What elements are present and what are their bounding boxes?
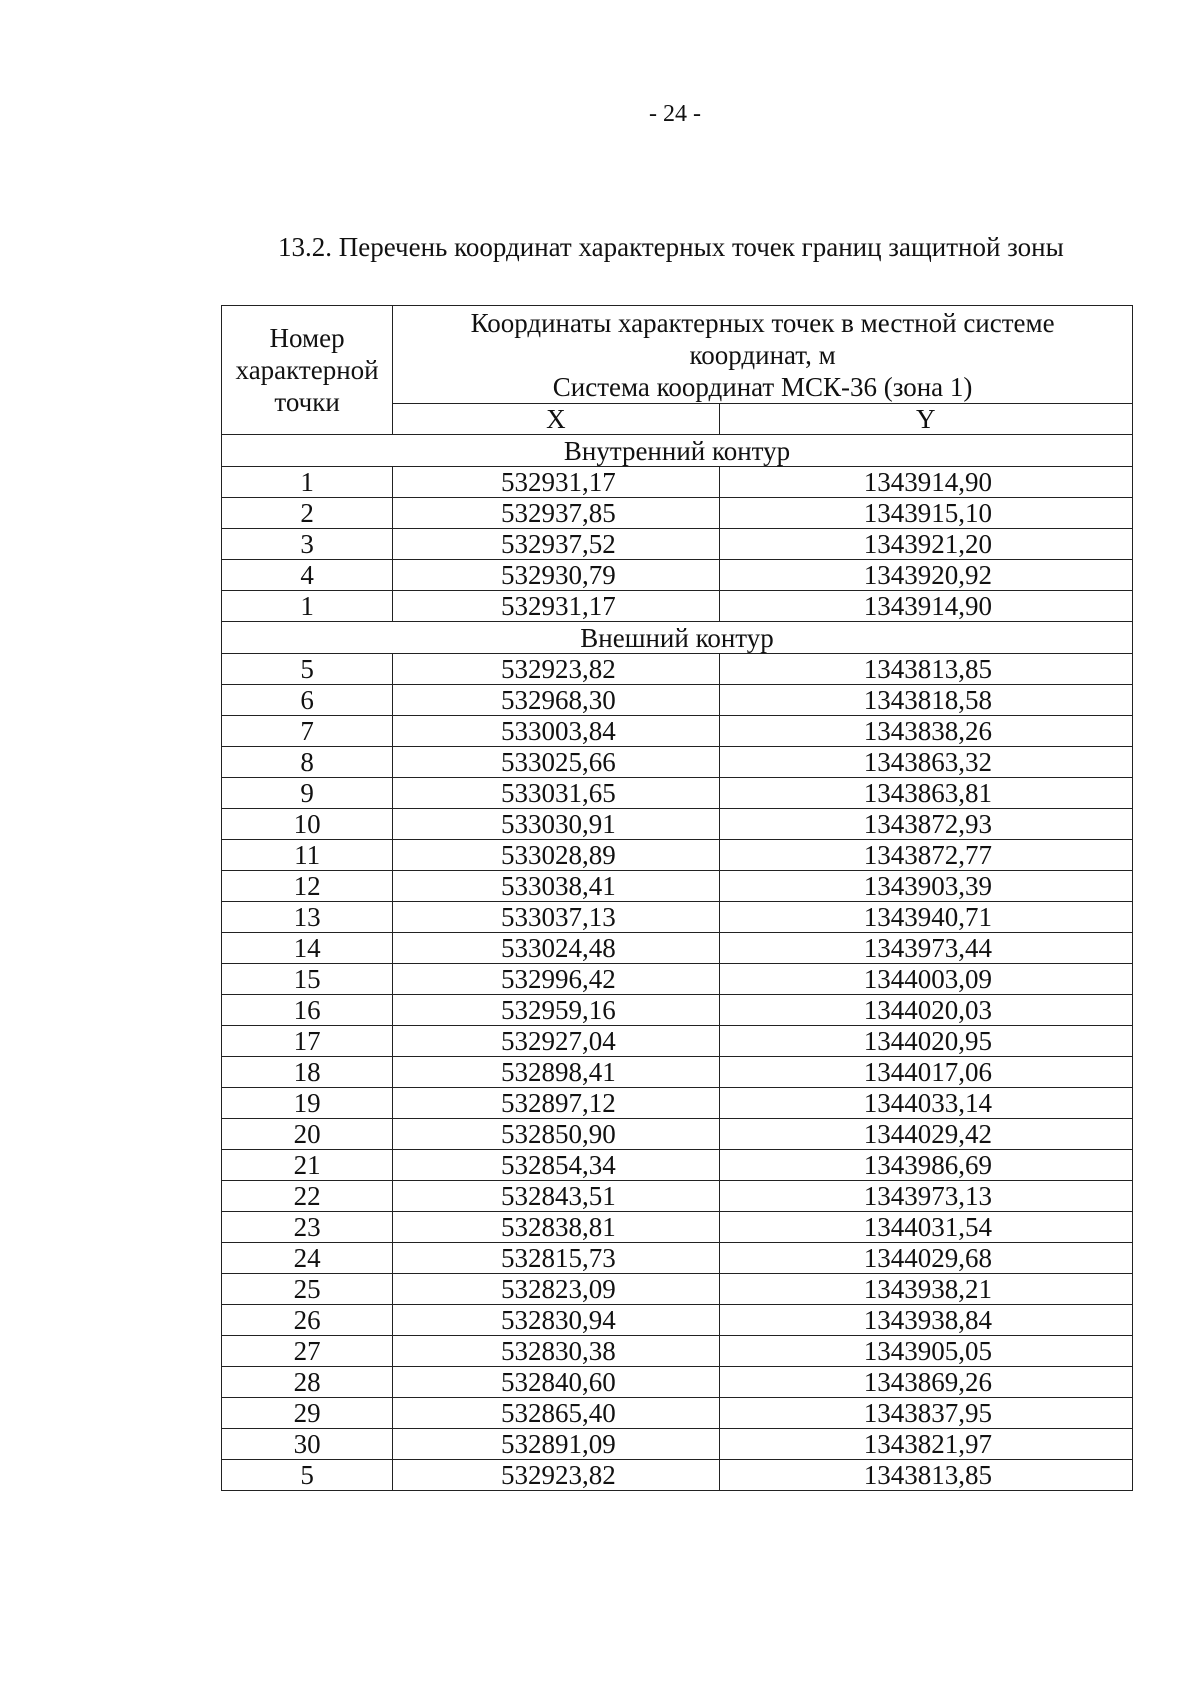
y-coordinate-cell: 1343869,26 [719,1367,1132,1398]
x-column-header: X [393,404,719,435]
point-number-cell: 7 [222,716,393,747]
y-coordinate-cell: 1343872,77 [719,840,1132,871]
x-coordinate-cell: 533037,13 [393,902,719,933]
x-coordinate-cell: 532897,12 [393,1088,719,1119]
y-coordinate-cell: 1343914,90 [719,467,1132,498]
x-coordinate-cell: 532815,73 [393,1243,719,1274]
table-row [222,1150,1133,1181]
point-number-cell: 16 [222,995,393,1026]
table-row [222,1398,1133,1429]
table-row [222,1460,1133,1491]
x-coordinate-cell: 533025,66 [393,747,719,778]
point-number-cell: 18 [222,1057,393,1088]
y-coordinate-cell: 1343914,90 [719,591,1132,622]
y-coordinate-cell: 1344003,09 [719,964,1132,995]
table-row [222,685,1133,716]
table-row [222,498,1133,529]
y-coordinate-cell: 1343872,93 [719,809,1132,840]
x-coordinate-cell: 532840,60 [393,1367,719,1398]
table-row [222,716,1133,747]
point-number-header-line-1: Номер [269,323,345,353]
table-row [222,1212,1133,1243]
y-coordinate-cell: 1343938,21 [719,1274,1132,1305]
point-number-cell: 23 [222,1212,393,1243]
table-row [222,1305,1133,1336]
point-number-cell: 17 [222,1026,393,1057]
y-coordinate-cell: 1343837,95 [719,1398,1132,1429]
y-coordinate-cell: 1343921,20 [719,529,1132,560]
section-title: 13.2. Перечень координат характерных точек границ защитной зоны [278,232,1064,262]
point-number-cell: 24 [222,1243,393,1274]
point-number-header-line-2: характерной [235,355,379,385]
x-coordinate-cell: 533038,41 [393,871,719,902]
table-row [222,560,1133,591]
table-row [222,809,1133,840]
point-number-header [222,306,393,435]
table-row [222,1026,1133,1057]
point-number-cell: 13 [222,902,393,933]
table-row [222,1243,1133,1274]
x-coordinate-cell: 532865,40 [393,1398,719,1429]
table-row [222,1274,1133,1305]
section-title-cell: Внутренний контур [222,435,1133,467]
x-coordinate-cell: 532996,42 [393,964,719,995]
x-coordinate-cell: 532830,94 [393,1305,719,1336]
point-number-cell: 5 [222,654,393,685]
point-number-cell: 28 [222,1367,393,1398]
point-number-cell: 11 [222,840,393,871]
point-number-cell: 6 [222,685,393,716]
section-title-cell: Внешний контур [222,622,1133,654]
point-number-cell: 22 [222,1181,393,1212]
point-number-cell: 15 [222,964,393,995]
table-row [222,778,1133,809]
y-coordinate-cell: 1343838,26 [719,716,1132,747]
table-row [222,840,1133,871]
x-coordinate-cell: 532823,09 [393,1274,719,1305]
x-coordinate-cell: 532931,17 [393,591,719,622]
x-coordinate-cell: 532927,04 [393,1026,719,1057]
x-coordinate-cell: 532937,52 [393,529,719,560]
table-row [222,1119,1133,1150]
table-row [222,902,1133,933]
y-coordinate-cell: 1343863,81 [719,778,1132,809]
point-number-cell: 19 [222,1088,393,1119]
table-row [222,871,1133,902]
x-coordinate-cell: 532850,90 [393,1119,719,1150]
x-coordinate-cell: 532931,17 [393,467,719,498]
table-header [222,306,1133,435]
y-coordinate-cell: 1343813,85 [719,1460,1132,1491]
point-number-cell: 26 [222,1305,393,1336]
table-row [222,995,1133,1026]
coordinates-header-line-1: Координаты характерных точек в местной системе [470,308,1055,338]
x-coordinate-cell: 533030,91 [393,809,719,840]
y-coordinate-cell: 1343986,69 [719,1150,1132,1181]
point-number-cell: 2 [222,498,393,529]
y-coordinate-cell: 1343903,39 [719,871,1132,902]
point-number-cell: 12 [222,871,393,902]
table-row [222,654,1133,685]
x-coordinate-cell: 532854,34 [393,1150,719,1181]
y-coordinate-cell: 1344031,54 [719,1212,1132,1243]
table-row [222,591,1133,622]
page-number: - 24 - [649,101,701,127]
table-row [222,1367,1133,1398]
x-coordinate-cell: 532923,82 [393,1460,719,1491]
table-row [222,1057,1133,1088]
point-number-cell: 5 [222,1460,393,1491]
y-coordinate-cell: 1343915,10 [719,498,1132,529]
point-number-cell: 20 [222,1119,393,1150]
table-body [222,435,1133,1491]
x-coordinate-cell: 532891,09 [393,1429,719,1460]
coordinates-header-line-3: Система координат МСК-36 (зона 1) [552,372,973,402]
table-row [222,529,1133,560]
y-coordinate-cell: 1344020,03 [719,995,1132,1026]
y-coordinate-cell: 1344029,68 [719,1243,1132,1274]
table-row [222,1181,1133,1212]
y-column-header: Y [719,404,1132,435]
y-coordinate-cell: 1343863,32 [719,747,1132,778]
y-coordinate-cell: 1344017,06 [719,1057,1132,1088]
y-coordinate-cell: 1344020,95 [719,1026,1132,1057]
point-number-cell: 1 [222,591,393,622]
coordinates-header-line-2: координат, м [689,340,836,370]
y-coordinate-cell: 1343813,85 [719,654,1132,685]
table-row [222,1336,1133,1367]
point-number-cell: 1 [222,467,393,498]
x-coordinate-cell: 533028,89 [393,840,719,871]
x-coordinate-cell: 532843,51 [393,1181,719,1212]
y-coordinate-cell: 1343940,71 [719,902,1132,933]
point-number-cell: 3 [222,529,393,560]
x-coordinate-cell: 532898,41 [393,1057,719,1088]
table-row [222,467,1133,498]
y-coordinate-cell: 1344029,42 [719,1119,1132,1150]
point-number-cell: 4 [222,560,393,591]
y-coordinate-cell: 1343973,13 [719,1181,1132,1212]
x-coordinate-cell: 532959,16 [393,995,719,1026]
point-number-cell: 10 [222,809,393,840]
x-coordinate-cell: 532838,81 [393,1212,719,1243]
table-row [222,1088,1133,1119]
y-coordinate-cell: 1343818,58 [719,685,1132,716]
table-row [222,1429,1133,1460]
x-coordinate-cell: 533003,84 [393,716,719,747]
y-coordinate-cell: 1343905,05 [719,1336,1132,1367]
point-number-header-line-3: точки [274,387,340,417]
section-header-row [222,622,1133,654]
table-row [222,964,1133,995]
y-coordinate-cell: 1343821,97 [719,1429,1132,1460]
table-row [222,747,1133,778]
x-coordinate-cell: 532937,85 [393,498,719,529]
x-coordinate-cell: 532930,79 [393,560,719,591]
point-number-cell: 30 [222,1429,393,1460]
section-header-row [222,435,1133,467]
y-coordinate-cell: 1343920,92 [719,560,1132,591]
point-number-cell: 25 [222,1274,393,1305]
point-number-cell: 14 [222,933,393,964]
y-coordinate-cell: 1343938,84 [719,1305,1132,1336]
x-coordinate-cell: 533031,65 [393,778,719,809]
x-coordinate-cell: 532968,30 [393,685,719,716]
y-coordinate-cell: 1343973,44 [719,933,1132,964]
point-number-cell: 27 [222,1336,393,1367]
coordinates-header [393,306,1133,404]
x-coordinate-cell: 533024,48 [393,933,719,964]
x-coordinate-cell: 532830,38 [393,1336,719,1367]
table-row [222,933,1133,964]
point-number-cell: 29 [222,1398,393,1429]
point-number-cell: 8 [222,747,393,778]
point-number-cell: 21 [222,1150,393,1181]
coordinates-table [221,305,1133,1491]
x-coordinate-cell: 532923,82 [393,654,719,685]
point-number-cell: 9 [222,778,393,809]
y-coordinate-cell: 1344033,14 [719,1088,1132,1119]
